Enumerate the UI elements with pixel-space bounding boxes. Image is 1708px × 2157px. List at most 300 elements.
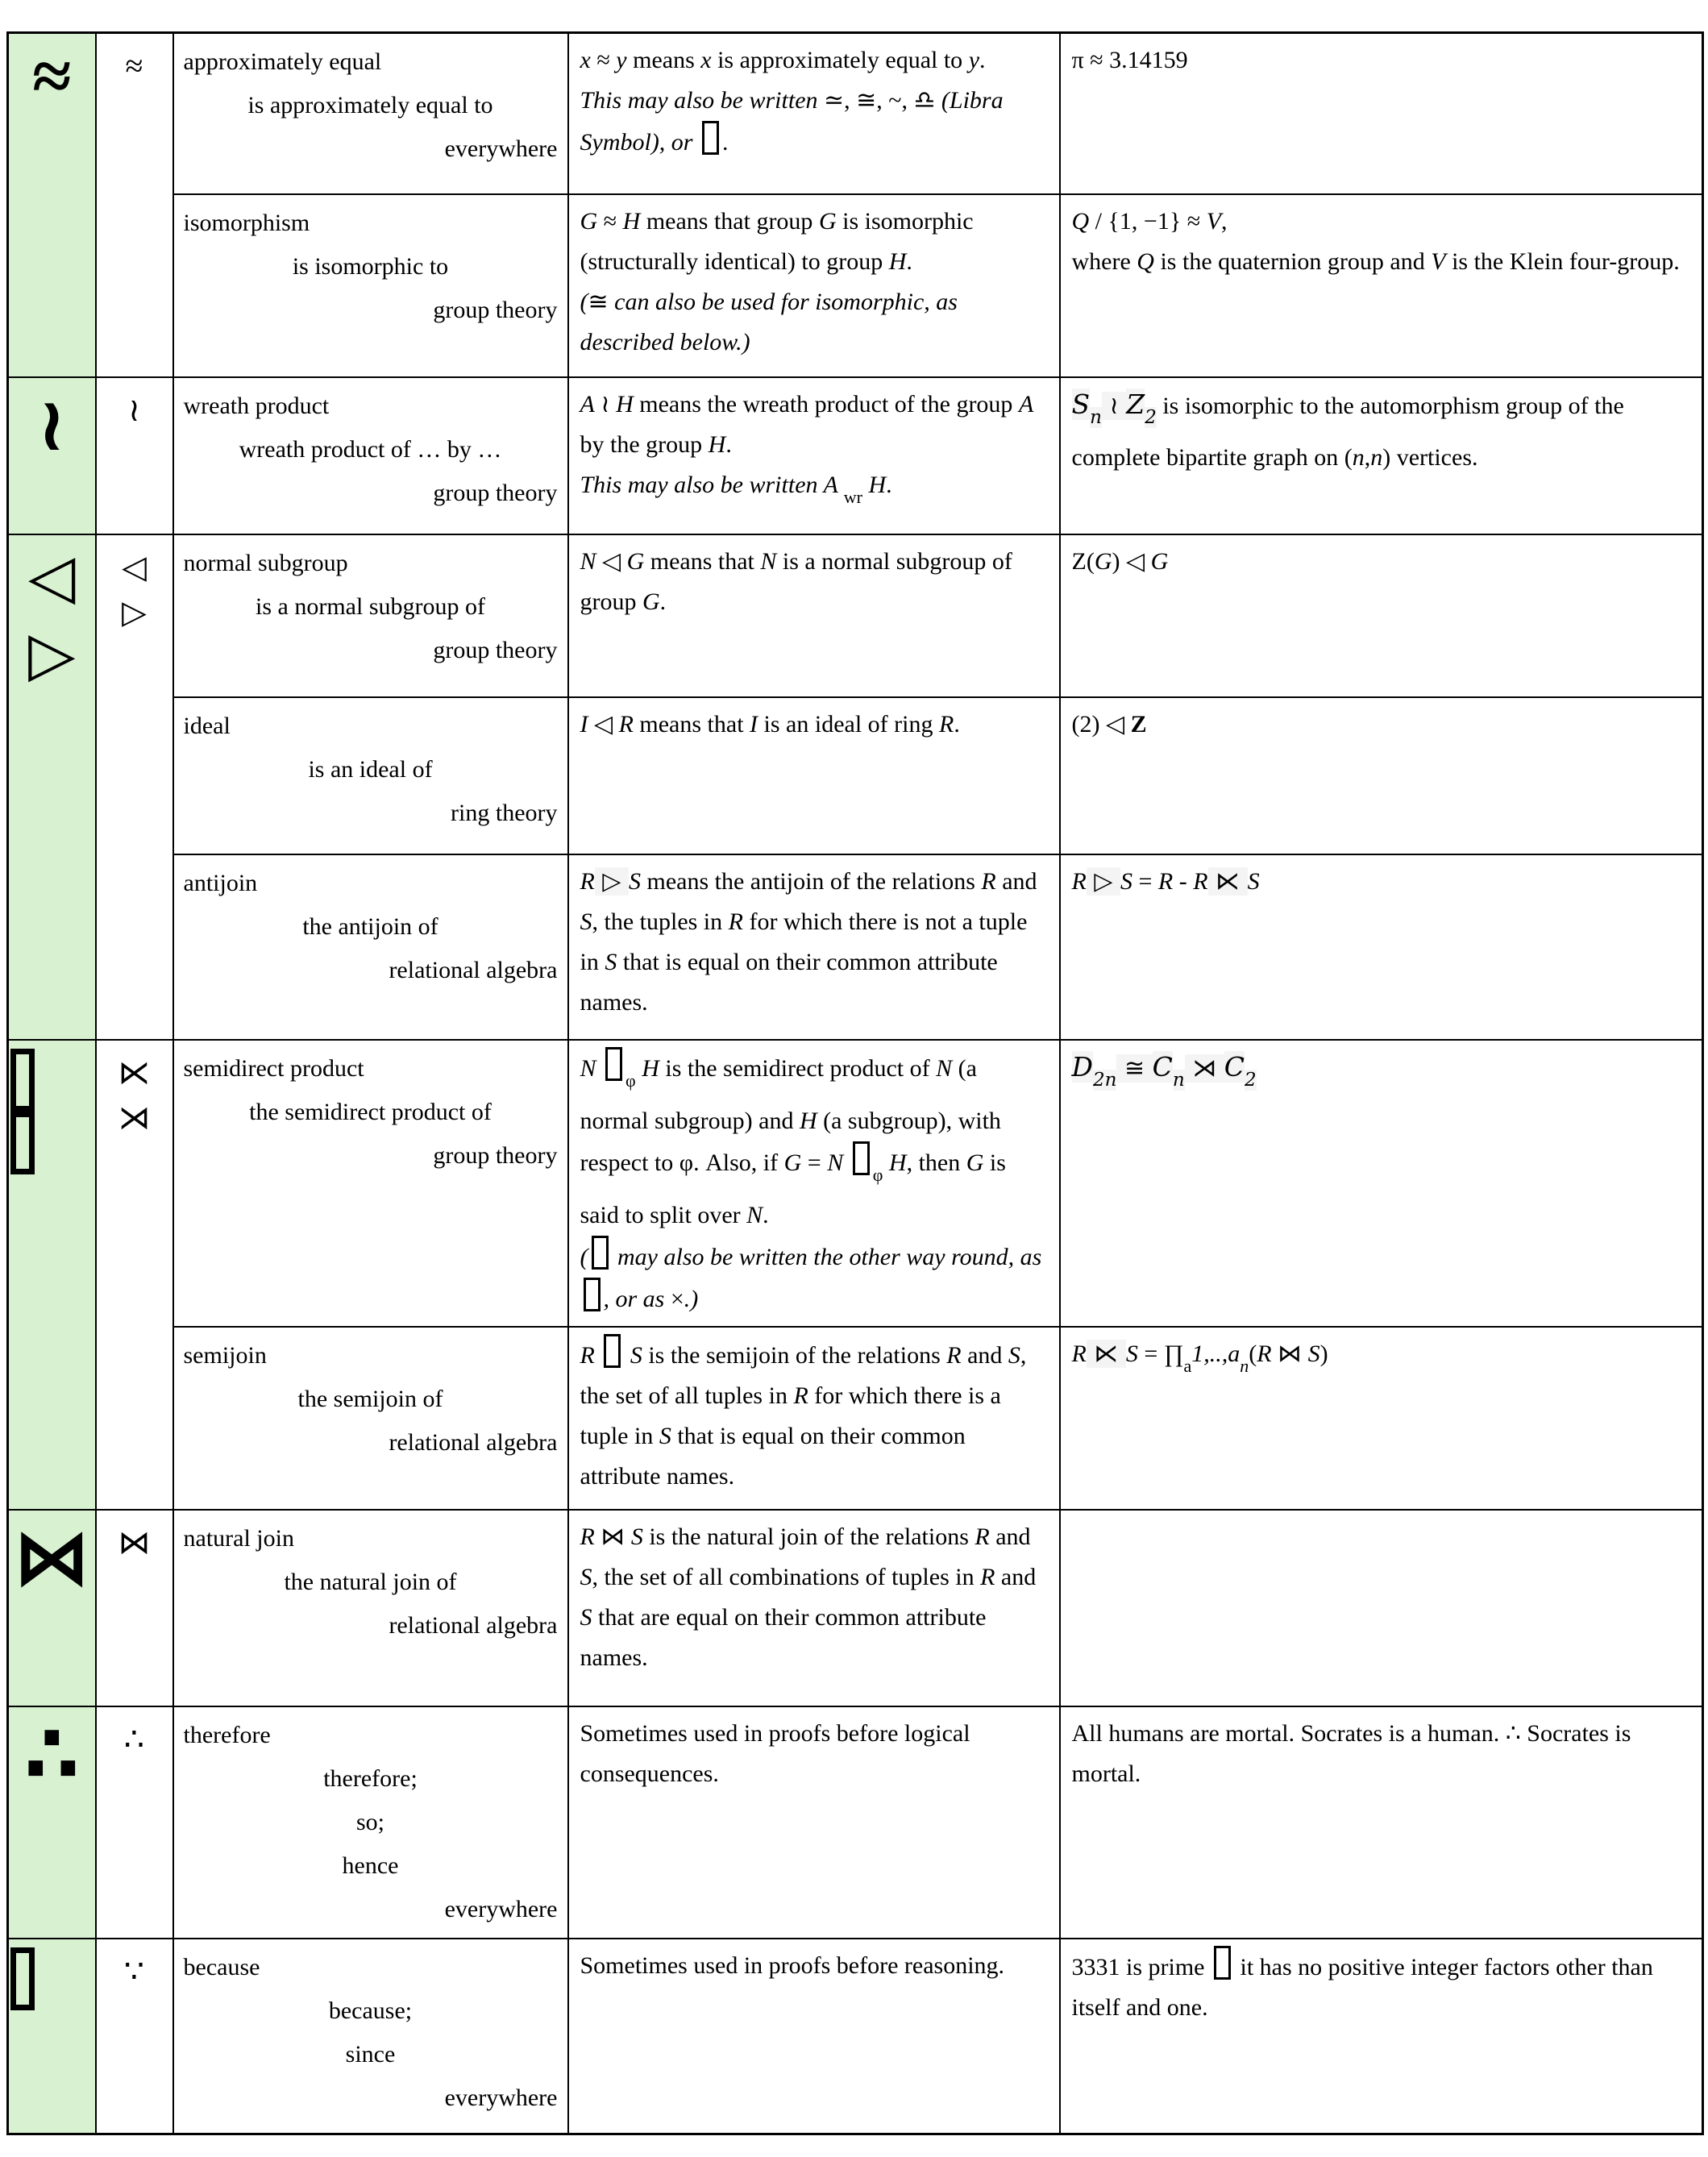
text-segment: S	[1307, 1340, 1320, 1367]
text-segment: ≈	[590, 47, 617, 73]
text-segment: (	[1249, 1340, 1257, 1367]
name-cell	[173, 1939, 568, 2134]
example-cell	[1060, 697, 1703, 854]
text-segment: H	[862, 471, 887, 498]
missing-glyph-box	[1214, 1946, 1231, 1980]
text-segment: ◁	[596, 547, 627, 575]
text-segment: H	[799, 1107, 817, 1134]
text-segment: n	[1240, 1355, 1249, 1376]
symbol-name: natural join	[183, 1524, 294, 1552]
missing-glyph-box	[10, 1112, 35, 1174]
name-cell	[173, 194, 568, 377]
category: group theory	[433, 1141, 558, 1169]
explanation-cell	[568, 377, 1060, 534]
symbol-name: therefore	[183, 1721, 271, 1748]
symbol-small-cell	[96, 33, 173, 377]
explanation-cell	[568, 534, 1060, 697]
text-segment: is the quaternion group and	[1153, 247, 1432, 275]
text-segment: π ≈ 3.14159	[1071, 47, 1188, 73]
explanation-cell	[568, 1040, 1060, 1327]
text-segment: (	[580, 1243, 588, 1270]
symbol-glyph-small: ▷	[122, 593, 147, 630]
text-segment: (Libra Symbol), or	[580, 87, 1004, 156]
symbol-name: wreath product	[183, 392, 330, 419]
read-as: is a normal subgroup of	[256, 592, 485, 620]
text-segment: 2	[1145, 406, 1157, 428]
text-line	[580, 1236, 1048, 1320]
read-as: is isomorphic to	[292, 252, 449, 280]
name-cell	[173, 1706, 568, 1939]
text-segment: (2) ◁	[1071, 710, 1131, 738]
example-cell	[1060, 534, 1703, 697]
text-segment: 2n	[1092, 1069, 1117, 1091]
text-segment: .	[763, 1201, 769, 1228]
explanation-cell	[568, 1510, 1060, 1706]
text-segment: R	[580, 867, 595, 895]
text-segment: G	[580, 207, 598, 235]
text-line	[1072, 1714, 1691, 1794]
table-row	[8, 534, 1703, 697]
text-line	[580, 1047, 1048, 1236]
text-segment: (a normal subgroup) and	[580, 1054, 977, 1134]
table-row	[8, 194, 1703, 377]
text-line	[1072, 1946, 1691, 2028]
text-segment: ≃, ≅, ~, ♎	[824, 87, 941, 114]
text-segment: , then	[906, 1149, 966, 1176]
text-segment: that is equal on their common attribute names.	[580, 1422, 966, 1490]
text-segment: Z	[1126, 388, 1145, 420]
text-segment: ⋈	[594, 1523, 631, 1550]
symbol-glyph-small: ⋈	[118, 1523, 151, 1561]
symbol-name: approximately equal	[183, 48, 382, 75]
text-segment: S	[1008, 1341, 1020, 1369]
symbol-name: semijoin	[183, 1341, 267, 1369]
table-row	[8, 1040, 1703, 1327]
text-segment: ⋈	[1271, 1340, 1308, 1367]
text-segment: means the wreath product of the group	[633, 390, 1019, 418]
text-segment: All humans are mortal. Socrates is a human. ∴ Socrates is mortal.	[1071, 1719, 1631, 1787]
text-segment: G	[1150, 547, 1169, 575]
explanation-cell	[568, 1939, 1060, 2134]
symbol-glyph: ▷	[28, 620, 76, 688]
text-segment: is isomorphic (structurally identical) to group	[580, 207, 974, 275]
category: everywhere	[444, 1895, 558, 1922]
read-as: so;	[355, 1808, 384, 1835]
text-segment: , the set of all tuples in	[580, 1341, 1027, 1409]
therefore-symbol	[10, 1710, 94, 1801]
example-cell	[1060, 1510, 1703, 1706]
missing-glyph-box	[592, 1236, 609, 1270]
text-line	[580, 1714, 1048, 1794]
text-segment: φ	[872, 1164, 883, 1185]
text-segment: A	[1018, 390, 1034, 418]
text-segment: means that	[644, 547, 761, 575]
symbol-glyph: ◁	[28, 542, 76, 611]
page	[0, 31, 1708, 2157]
because-missing-glyph	[10, 1943, 94, 2010]
text-segment: G	[783, 1149, 802, 1176]
normal-subgroup-symbols	[10, 538, 94, 693]
text-segment: C	[1224, 1050, 1245, 1083]
text-segment: Q	[1137, 247, 1154, 275]
table-row	[8, 854, 1703, 1040]
text-segment: R	[946, 1341, 962, 1369]
text-segment: , the tuples in	[592, 908, 729, 935]
text-segment: x	[580, 47, 591, 73]
table-row	[8, 33, 1703, 194]
text-segment: and	[995, 867, 1037, 895]
text-segment: S	[580, 1603, 592, 1631]
symbol-table	[6, 31, 1704, 2135]
text-segment: R	[1071, 1340, 1087, 1367]
text-line	[1072, 542, 1691, 582]
text-segment: , the set of all combinations of tuples in	[592, 1563, 981, 1590]
text-segment: -	[1173, 867, 1194, 895]
explanation-cell	[568, 1706, 1060, 1939]
text-segment: .	[979, 47, 986, 73]
text-segment: H	[883, 1149, 907, 1176]
text-line	[580, 384, 1048, 465]
semidirect-product-missing-glyphs	[10, 1044, 94, 1174]
text-line	[1072, 704, 1691, 745]
text-segment: where	[1071, 247, 1137, 275]
text-segment: I	[580, 710, 588, 738]
symbol-cell	[8, 1510, 96, 1706]
text-segment: means that	[633, 710, 750, 738]
text-segment: that are equal on their common attribute names.	[580, 1603, 987, 1671]
text-segment: for which there is not a tuple in	[580, 908, 1028, 975]
text-segment: ▷	[594, 867, 629, 896]
table-row	[8, 1510, 1703, 1706]
text-segment: Q	[1071, 207, 1090, 235]
text-segment: x	[700, 47, 712, 73]
text-segment: G	[626, 547, 645, 575]
symbol-glyph: ≀	[38, 383, 66, 466]
symbol-glyph-small: ∵	[123, 1952, 145, 1989]
text-segment: .	[725, 430, 732, 458]
text-line	[1072, 242, 1691, 282]
name-cell	[173, 854, 568, 1040]
text-segment: .	[886, 471, 892, 498]
text-segment: (a subgroup), with respect to φ. Also, if	[580, 1107, 1001, 1176]
read-as: is approximately equal to	[247, 92, 493, 118]
text-segment: is said to split over	[580, 1149, 1006, 1228]
text-segment: ≅	[588, 288, 609, 315]
text-segment: R	[580, 1341, 601, 1369]
category: everywhere	[444, 2084, 558, 2111]
name-cell	[173, 1040, 568, 1327]
text-segment: by the group	[580, 430, 709, 458]
name-cell	[173, 1327, 568, 1510]
symbol-name: semidirect product	[183, 1054, 364, 1082]
text-segment: n	[1172, 1069, 1185, 1091]
text-line	[580, 1946, 1048, 1986]
text-line	[580, 1334, 1048, 1497]
text-segment: H	[708, 430, 726, 458]
symbol-small-cell	[96, 534, 173, 1040]
text-segment: ≀	[1101, 391, 1127, 420]
text-segment: is the semidirect product of	[659, 1054, 937, 1082]
text-segment: 3331 is prime	[1071, 1953, 1211, 1980]
category: relational algebra	[389, 1428, 558, 1456]
text-segment: n	[1370, 443, 1383, 471]
symbol-glyph: ≈	[32, 38, 72, 116]
text-segment: y	[616, 47, 627, 73]
text-segment: S	[580, 908, 592, 935]
text-segment: ) ◁	[1112, 547, 1151, 575]
text-segment: .	[659, 588, 667, 615]
text-line	[1072, 202, 1691, 242]
text-line	[580, 40, 1048, 81]
text-segment: S	[1247, 867, 1260, 895]
symbol-glyph-small: ◁	[122, 548, 147, 585]
text-segment: R	[939, 710, 954, 738]
text-segment: y	[968, 47, 980, 73]
text-segment: , or as	[603, 1285, 671, 1312]
read-as: the antijoin of	[302, 912, 438, 940]
symbol-small-cell	[96, 1939, 173, 2134]
example-cell	[1060, 854, 1703, 1040]
read-as: since	[345, 2040, 396, 2068]
text-segment: ,	[1221, 207, 1228, 235]
text-segment: =	[1132, 867, 1158, 895]
text-segment: This may also be written	[580, 87, 825, 114]
text-segment: R	[975, 1523, 990, 1550]
text-segment: R	[1193, 867, 1208, 895]
category: group theory	[433, 636, 558, 663]
text-segment: .	[721, 129, 729, 156]
text-segment: S	[628, 867, 641, 895]
table-row	[8, 1939, 1703, 2134]
table-row	[8, 377, 1703, 534]
text-segment: =	[801, 1149, 828, 1176]
example-cell	[1060, 1327, 1703, 1510]
explanation-cell	[568, 1327, 1060, 1510]
text-segment: Sometimes used in proofs before logical consequences.	[580, 1719, 970, 1787]
example-cell	[1060, 1939, 1703, 2134]
text-segment: Sometimes used in proofs before reasoning.	[580, 1951, 1005, 1979]
symbol-cell	[8, 1939, 96, 2134]
text-segment: N	[760, 547, 777, 575]
text-line	[580, 862, 1048, 1023]
text-segment: D	[1071, 1050, 1093, 1083]
text-line	[1072, 384, 1691, 478]
missing-glyph-box	[605, 1047, 622, 1081]
text-line	[580, 81, 1048, 163]
text-segment: for which there is a tuple in	[580, 1382, 1001, 1449]
text-segment: S	[1125, 1340, 1138, 1367]
read-as: the natural join of	[284, 1568, 457, 1595]
category: everywhere	[444, 135, 558, 162]
text-segment: is a normal subgroup of group	[580, 547, 1012, 615]
text-segment: H	[635, 1054, 659, 1082]
text-segment: n	[1352, 443, 1365, 471]
symbol-name: normal subgroup	[183, 549, 348, 576]
text-segment: G	[966, 1149, 984, 1176]
approximately-equal-symbol	[10, 37, 94, 118]
symbol-small-cell	[96, 377, 173, 534]
text-line	[580, 465, 1048, 517]
text-segment: ⋉	[1086, 1339, 1126, 1368]
text-segment: ▷	[1086, 867, 1120, 896]
missing-glyph-box	[702, 121, 719, 155]
symbol-name: isomorphism	[183, 209, 310, 236]
text-segment: is the semijoin of the relations	[642, 1341, 947, 1369]
text-segment: S	[630, 1523, 643, 1550]
category: relational algebra	[389, 1611, 558, 1639]
text-segment: H	[616, 390, 634, 418]
missing-glyph-box	[584, 1278, 601, 1311]
missing-glyph-box	[853, 1141, 870, 1175]
text-segment: G	[1094, 547, 1112, 575]
text-segment: = ∏	[1137, 1340, 1184, 1367]
text-segment: A	[580, 390, 595, 418]
symbol-cell	[8, 1706, 96, 1939]
symbol-glyph: ∴	[23, 1710, 81, 1800]
text-line	[1072, 40, 1691, 81]
text-segment: H	[888, 247, 907, 275]
text-segment: can also be used for isomorphic, as described below.)	[580, 288, 958, 355]
text-segment: may also be written the other way round, as	[611, 1243, 1042, 1270]
symbol-name: ideal	[183, 712, 231, 739]
text-segment: / {1, −1} ≈	[1089, 207, 1207, 235]
text-segment: Z(	[1071, 547, 1095, 575]
symbol-glyph-small: ≈	[125, 48, 143, 84]
text-segment: H	[622, 207, 641, 235]
category: group theory	[433, 296, 558, 323]
symbol-cell	[8, 1040, 96, 1510]
symbol-cell	[8, 534, 96, 1040]
text-segment: 1,..,a	[1191, 1340, 1240, 1367]
text-segment: ◁	[588, 710, 619, 738]
symbol-glyph-small: ≀	[128, 391, 140, 428]
text-segment: N	[580, 1054, 603, 1082]
text-segment: ) vertices.	[1382, 443, 1478, 471]
symbol-small-cell	[96, 1510, 173, 1706]
text-segment: R	[980, 1563, 995, 1590]
symbol-small-cell	[96, 1040, 173, 1510]
symbol-small-cell	[96, 1706, 173, 1939]
text-segment: .)	[684, 1285, 699, 1312]
text-segment: S	[605, 948, 617, 975]
text-segment: .	[954, 710, 960, 738]
text-segment: .	[906, 247, 912, 275]
text-segment: ,	[1364, 443, 1371, 471]
text-segment: R	[580, 1523, 595, 1550]
text-segment: R	[1157, 867, 1174, 895]
example-cell	[1060, 194, 1703, 377]
text-segment: N	[580, 547, 596, 575]
table-row	[8, 1706, 1703, 1939]
symbol-cell	[8, 33, 96, 377]
text-segment: S	[1120, 867, 1132, 895]
symbol-glyph-small: ∴	[123, 1720, 145, 1757]
category: relational algebra	[389, 956, 558, 983]
text-segment: G	[818, 207, 837, 235]
text-segment: V	[1431, 247, 1446, 275]
text-segment: is approximately equal to	[711, 47, 969, 73]
symbol-name: antijoin	[183, 869, 258, 896]
text-segment: N	[936, 1054, 953, 1082]
text-segment: ⋊	[1184, 1054, 1224, 1083]
example-cell	[1060, 377, 1703, 534]
text-segment: S	[1071, 388, 1091, 420]
text-segment: ≅	[1116, 1054, 1153, 1083]
text-line	[580, 282, 1048, 363]
text-segment: is the Klein four-group.	[1445, 247, 1680, 275]
table-row	[8, 1327, 1703, 1510]
text-line	[580, 542, 1048, 622]
explanation-cell	[568, 33, 1060, 194]
text-segment: S	[624, 1341, 642, 1369]
symbol-glyph-small: ⋉	[118, 1054, 151, 1091]
text-segment: it has no positive integer factors other than itself and one.	[1071, 1953, 1653, 2021]
text-segment: This may also be written A	[580, 471, 844, 498]
explanation-cell	[568, 194, 1060, 377]
read-as: hence	[342, 1852, 399, 1879]
text-segment: R	[981, 867, 996, 895]
table-row	[8, 697, 1703, 854]
text-segment: φ	[625, 1070, 636, 1091]
text-line	[580, 704, 1048, 745]
text-segment: n	[1090, 406, 1102, 428]
read-as: because;	[328, 1997, 413, 2024]
text-segment: S	[580, 1563, 592, 1590]
read-as: is an ideal of	[308, 755, 433, 783]
text-segment: R	[1257, 1340, 1272, 1367]
name-cell	[173, 697, 568, 854]
text-segment: (	[580, 288, 588, 315]
example-cell	[1060, 33, 1703, 194]
text-segment: G	[642, 588, 660, 615]
text-line	[1072, 1047, 1691, 1100]
name-cell	[173, 377, 568, 534]
text-segment: N	[827, 1149, 850, 1176]
text-segment: a	[1183, 1355, 1192, 1376]
text-segment: and	[995, 1563, 1037, 1590]
category: ring theory	[451, 799, 558, 826]
text-segment: wr	[843, 486, 862, 507]
text-segment: means the antijoin of the relations	[640, 867, 982, 895]
text-segment: )	[1319, 1340, 1328, 1367]
text-segment: ≈	[597, 207, 623, 235]
text-line	[1072, 862, 1691, 902]
natural-join-symbol	[10, 1514, 94, 1602]
text-segment: R	[728, 908, 743, 935]
read-as: therefore;	[323, 1764, 418, 1792]
text-segment: and	[961, 1341, 1008, 1369]
text-segment: N	[746, 1201, 763, 1228]
wreath-product-symbol	[10, 381, 94, 468]
text-segment: C	[1152, 1050, 1173, 1083]
symbol-glyph: ⋈	[13, 1514, 91, 1601]
text-segment: S	[659, 1422, 671, 1449]
missing-glyph-box	[10, 1947, 35, 2010]
explanation-cell	[568, 854, 1060, 1040]
text-segment: R	[793, 1382, 808, 1409]
text-segment: R	[618, 710, 634, 738]
read-as: the semidirect product of	[249, 1098, 492, 1125]
text-segment: is isomorphic to the automorphism group of the complete bipartite graph on (	[1071, 392, 1624, 471]
name-cell	[173, 33, 568, 194]
text-segment: ⋉	[1207, 867, 1248, 896]
example-cell	[1060, 1040, 1703, 1327]
text-segment: is an ideal of ring	[758, 710, 939, 738]
text-segment: means	[626, 47, 701, 73]
text-line	[580, 1517, 1048, 1678]
text-segment: Z	[1130, 710, 1147, 738]
missing-glyph-box	[10, 1049, 35, 1112]
